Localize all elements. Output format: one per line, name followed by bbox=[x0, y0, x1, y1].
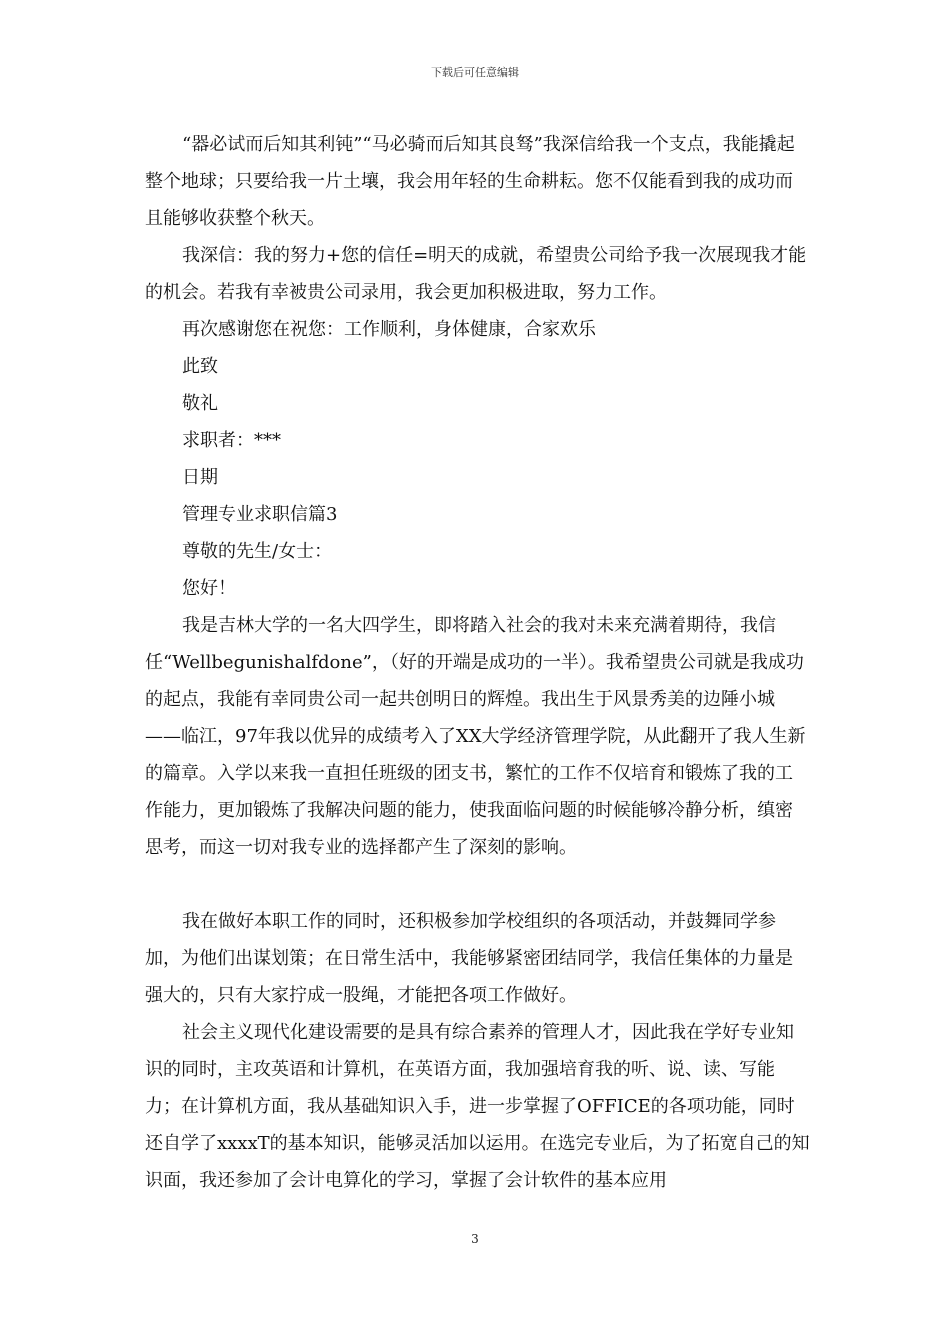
closing-salutation: 此致 bbox=[182, 356, 218, 377]
document-body bbox=[145, 126, 810, 1199]
section-title: 管理专业求职信篇3 bbox=[182, 504, 338, 525]
closing-regards: 敬礼 bbox=[182, 393, 218, 414]
paragraph-belief: 我深信：我的努力+您的信任=明天的成就，希望贵公司给予我一次展现我才能的机会。若我有幸被贵公司录用，我会更加积极进取，努力工作。 bbox=[145, 245, 807, 303]
page-number: 3 bbox=[471, 1232, 479, 1246]
paragraph-activities: 我在做好本职工作的同时，还积极参加学校组织的各项活动，并鼓舞同学参加，为他们出谋划策；在日常生活中，我能够紧密团结同学，我信任集体的力量是强大的，只有大家拧成一股绳，才能把各项工作做好。 bbox=[145, 911, 793, 1006]
greeting-addressee: 尊敬的先生/女士： bbox=[182, 541, 333, 562]
signature-applicant: 求职者：*** bbox=[182, 430, 281, 451]
signature-date: 日期 bbox=[182, 467, 218, 488]
page-header: 下载后可任意编辑 bbox=[431, 66, 519, 79]
paragraph-thanks: 再次感谢您在祝您：工作顺利，身体健康，合家欢乐 bbox=[182, 319, 596, 340]
paragraph-spacer bbox=[145, 866, 810, 903]
paragraph-introduction: 我是吉林大学的一名大四学生，即将踏入社会的我对未来充满着期待，我信任“Wellbegunishalfdone”，（好的开端是成功的一半）。我希望贵公司就是我成功的起点，我能有幸同贵公司一起共创明日的辉煌。我出生于风景秀美的边陲小城——临江，97年我以优异的成绩考入了XX大学经济管理学院，从此翻开了我人生新的篇章。入学以来我一直担任班级的团支书，繁忙的工作不仅培育和锻炼了我的工作能力，更加锻炼了我解决问题的能力，使我面临问题的时候能够冷静分析，缜密思考，而这一切对我专业的选择都产生了深刻的影响。 bbox=[145, 615, 806, 858]
greeting-hello: 您好！ bbox=[182, 578, 236, 599]
paragraph-proverb: “器必试而后知其利钝”“马必骑而后知其良驽”我深信给我一个支点，我能撬起整个地球；只要给我一片土壤，我会用年轻的生命耕耘。您不仅能看到我的成功而且能够收获整个秋天。 bbox=[145, 134, 795, 229]
paragraph-skills: 社会主义现代化建设需要的是具有综合素养的管理人才，因此我在学好专业知识的同时，主攻英语和计算机，在英语方面，我加强培育我的听、说、读、写能力；在计算机方面，我从基础知识入手，进一步掌握了OFFICE的各项功能，同时还自学了xxxxT的基本知识，能够灵活加以运用。在选完专业后，为了拓宽自己的知识面，我还参加了会计电算化的学习，掌握了会计软件的基本应用 bbox=[145, 1022, 810, 1191]
